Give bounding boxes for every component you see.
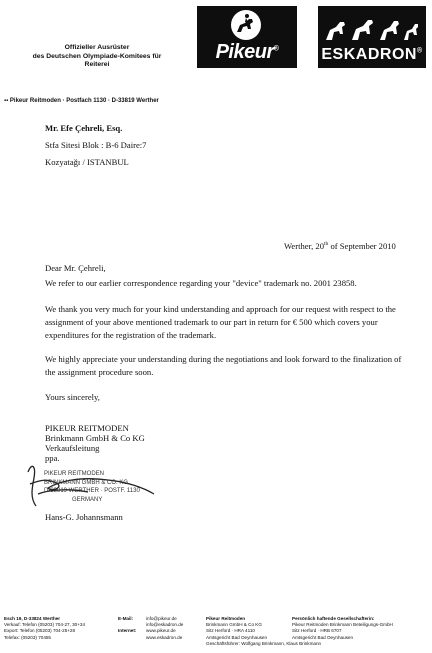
web-link-eskadron[interactable]: www.eskadron.de	[146, 634, 183, 640]
bullet-icon: ▪▪	[4, 98, 10, 104]
footer-online-labels: E-Mail: Internet:	[118, 616, 137, 634]
email-link-eskadron[interactable]: info@eskadron.de	[146, 622, 184, 628]
closing: Yours sincerely,	[45, 392, 100, 402]
stamp-line-1: PIKEUR REITMODEN	[44, 471, 105, 477]
body-paragraph-2: We thank you very much for your kind understanding and approach for our request with respect to the assignment of your above mentioned trademark to our part in return for € 500 which covers your expenditures for the registration of the trademark.	[45, 304, 396, 340]
footer-registration: Pikeur Reitmoden Brinkmann GmbH & Co KG Sitz Herford · HRA 4110 Amtsgericht Bad Oeynhausen Geschäftsführer: Wolfgang Brinkmann, Klaus Brinkmann	[206, 616, 322, 646]
letter-date: Werther, 20th of September 2010	[284, 240, 396, 251]
pikeur-logo	[197, 6, 297, 68]
recipient-street: Stfa Sitesi Blok : B-6 Daire:7	[45, 139, 147, 150]
department: Verkaufsleitung	[45, 443, 100, 453]
recipient-city: Kozyatağı / ISTANBUL	[45, 157, 129, 167]
stamp-line-3: D-33819 WERTHER · POSTF. 1130	[44, 488, 140, 494]
body-paragraph-1: We refer to our earlier correspondence regarding your "device" trademark no. 2001 23858.	[45, 278, 357, 288]
email-link-pikeur[interactable]: info@pikeur.de	[146, 616, 177, 621]
company-entity: Brinkmann GmbH & Co KG	[45, 433, 145, 443]
supplier-statement	[22, 44, 172, 70]
ppa-label: ppa.	[45, 453, 60, 463]
horses-silhouette-icon	[322, 10, 422, 44]
web-link-pikeur[interactable]: www.pikeur.de	[146, 628, 176, 634]
footer-contact: Esch 19, D-33824 Werther Verkauf: Telefon (05203) 704-27, 30+34 Export: Telefon (05203) 704-25+28 Telefax: (05203) 70455	[4, 616, 86, 640]
horse-rider-icon	[231, 10, 261, 40]
eskadron-wordmark: ESKADRON®	[321, 46, 423, 63]
supplier-line-2: des Deutschen Olympiade-Komitees für Reiterei	[32, 52, 162, 68]
footer-partner: Persönlich haftende Gesellschafterin: Pikeur Reitmoden Brinkmann Beteiligungs-GmbH Sitz Herford · HRB 6707 Amtsgericht Bad Oeynhausen	[292, 616, 393, 640]
stamp-line-4: GERMANY	[72, 496, 103, 503]
supplier-line-1: Offizieller Ausrüster	[64, 44, 130, 51]
eskadron-logo	[318, 6, 426, 68]
company-name: PIKEUR REITMODEN	[45, 423, 129, 433]
footer-online	[146, 616, 183, 641]
pikeur-wordmark: Pikeur®	[215, 41, 279, 63]
stamp-line-2: BRINKMANN GMBH & CO. KG	[44, 479, 129, 486]
signer-name: Hans-G. Johannsmann	[45, 512, 123, 522]
body-paragraph-3: We highly appreciate your understanding during the negotiations and look forward to the finalization of the assignment procedure soon.	[45, 354, 402, 377]
salutation: Dear Mr. Çehreli,	[45, 263, 106, 273]
recipient-name: Mr. Efe Çehreli, Esq.	[45, 123, 123, 133]
company-stamp	[44, 470, 140, 504]
recipient-address	[45, 122, 146, 169]
sender-return-address: ▪▪ Pikeur Reitmoden · Postfach 1130 · D-33819 Werther	[4, 98, 159, 104]
